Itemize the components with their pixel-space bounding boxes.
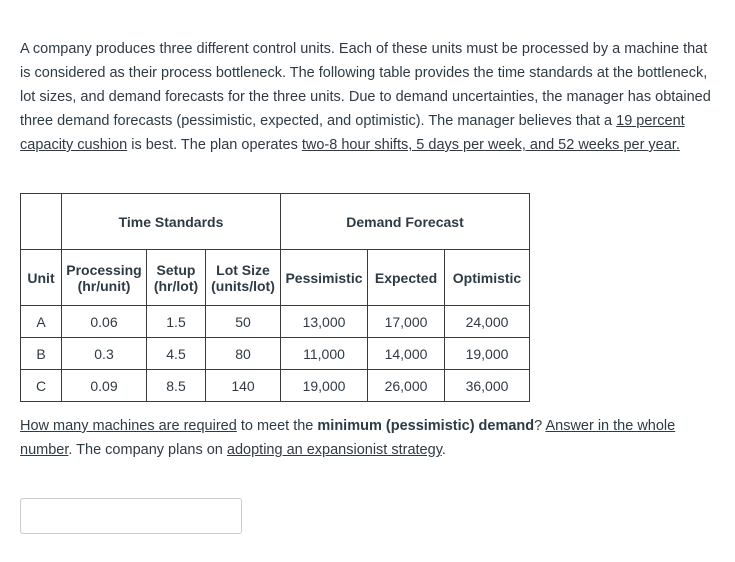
question-text-1: to meet the [236, 418, 318, 434]
table-row [21, 338, 530, 370]
optimistic-cell: 36,000 [445, 370, 530, 402]
table-row [21, 306, 530, 338]
unit-cell: A [21, 306, 62, 338]
unit-header: Unit [21, 250, 62, 306]
data-table [20, 193, 530, 402]
setup-header [147, 250, 206, 306]
lot-size-header-unit: (units/lot) [211, 277, 275, 294]
setup-cell: 4.5 [147, 338, 206, 370]
setup-cell: 1.5 [147, 306, 206, 338]
table-header-group-row [21, 194, 530, 250]
setup-header-label: Setup [156, 261, 196, 278]
capacity-cushion-text: 19 percent capacity cushion [20, 113, 685, 153]
lot-size-header-label: Lot Size [216, 261, 270, 278]
processing-header-unit: (hr/unit) [77, 277, 131, 294]
pessimistic-demand-text: minimum (pessimistic) demand [317, 418, 535, 434]
expansionist-strategy-text: adopting an expansionist strategy [226, 442, 442, 458]
setup-header-unit: (hr/lot) [153, 277, 199, 294]
time-standards-header: Time Standards [62, 194, 281, 250]
intro-text-1: A company produces three different control units. Each of these units must be processed by a machine that is considered as their process bottleneck. The following table provides the time standards at the bottleneck, lot sizes, and demand forecasts for the three units. Due to demand uncertainties, the manager has obtained three demand forecasts (pessimistic, expected, and optimistic). The manager believes that a [20, 41, 711, 129]
question-text-2: ? [534, 418, 546, 434]
question-text-3: . The company plans on [68, 442, 227, 458]
optimistic-header: Optimistic [445, 250, 530, 306]
lot-size-header [206, 250, 281, 306]
expected-cell: 26,000 [368, 370, 445, 402]
processing-cell: 0.06 [62, 306, 147, 338]
expected-cell: 17,000 [368, 306, 445, 338]
processing-cell: 0.09 [62, 370, 147, 402]
shift-schedule-text: two-8 hour shifts, 5 days per week, and 52 weeks per year. [301, 137, 680, 153]
pessimistic-cell: 11,000 [281, 338, 368, 370]
setup-cell: 8.5 [147, 370, 206, 402]
answer-input[interactable] [20, 498, 242, 534]
pessimistic-header: Pessimistic [281, 250, 368, 306]
lot-size-cell: 140 [206, 370, 281, 402]
optimistic-cell: 24,000 [445, 306, 530, 338]
expected-header: Expected [368, 250, 445, 306]
question-text-4: . [441, 442, 446, 458]
pessimistic-cell: 19,000 [281, 370, 368, 402]
lot-size-cell: 80 [206, 338, 281, 370]
lot-size-cell: 50 [206, 306, 281, 338]
optimistic-cell: 19,000 [445, 338, 530, 370]
expected-cell: 14,000 [368, 338, 445, 370]
intro-text-2: is best. The plan operates [127, 137, 302, 153]
processing-header-label: Processing [66, 261, 142, 278]
processing-header [62, 250, 147, 306]
unit-cell: C [21, 370, 62, 402]
processing-cell: 0.3 [62, 338, 147, 370]
machines-required-text: How many machines are required [20, 418, 237, 434]
question-text [20, 414, 720, 462]
problem-statement [20, 37, 720, 157]
pessimistic-cell: 13,000 [281, 306, 368, 338]
table-row [21, 370, 530, 402]
blank-header-cell [21, 194, 62, 250]
table-header-row [21, 250, 530, 306]
unit-cell: B [21, 338, 62, 370]
whole-number-text: Answer in the whole number [20, 418, 676, 458]
demand-forecast-header: Demand Forecast [281, 194, 530, 250]
